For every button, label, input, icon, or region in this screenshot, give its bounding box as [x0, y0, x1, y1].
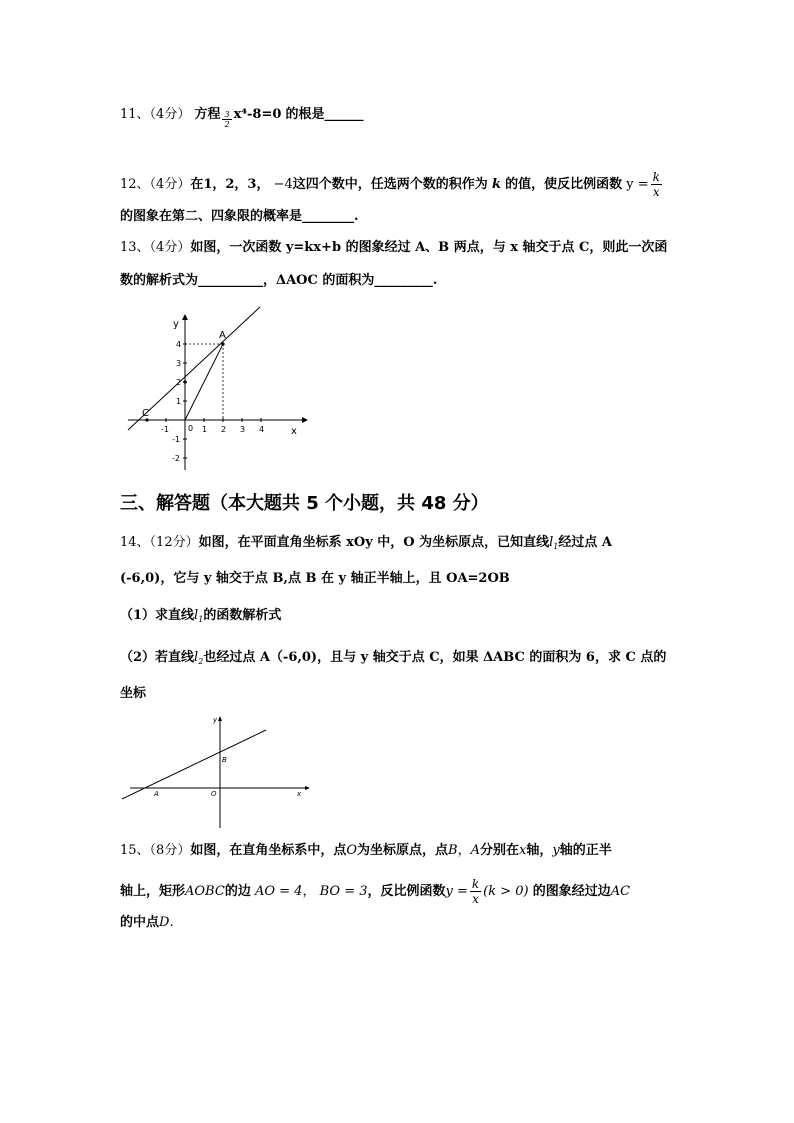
q12-score: （4分）: [149, 177, 191, 192]
fig13-segment-oa: [185, 344, 223, 420]
q15-text-1c: ，: [457, 843, 471, 858]
fig14-x-label: x: [297, 790, 302, 798]
fig13-origin: 0: [188, 424, 194, 433]
q15-D: D: [159, 915, 170, 930]
fig13-point-c: C: [142, 408, 149, 419]
q15-text-1d: 分别在: [480, 843, 520, 858]
q14-text-1: 如图，在平面直角坐标系 xOy 中，O 为坐标原点，已知直线: [198, 535, 550, 550]
q15-text-2b: 的边: [224, 884, 251, 899]
q15-A: A: [470, 843, 480, 858]
q15-score: （8分）: [149, 843, 191, 858]
section-3-heading: 三、解答题（本大题共 5 个小题，共 48 分）: [120, 493, 489, 514]
q15-AO4: AO = 4: [254, 884, 303, 899]
q12-k: k: [491, 177, 501, 192]
fig13-ytick-3: 3: [176, 359, 182, 368]
q15-x: x: [519, 843, 527, 858]
q11-score: （4分）: [149, 107, 191, 122]
q15-line-2: [120, 877, 630, 906]
q14-part-2: [120, 649, 666, 671]
q15-AC: AC: [610, 884, 631, 899]
fig13-xtick-2: 2: [221, 425, 227, 434]
q15-text-3b: .: [169, 915, 174, 930]
q15-BO3: BO = 3: [319, 884, 368, 899]
fig13-x-arrow: [302, 417, 308, 423]
fig13-xtick-1: 1: [202, 425, 208, 434]
q12-text-b: 这四个数中，任选两个数的积作为: [292, 177, 488, 192]
q15-frac-den: x: [472, 892, 479, 906]
fig13-y-label: y: [173, 319, 179, 330]
q15-condition: (k > 0): [483, 884, 529, 899]
q12-frac-num: k: [652, 170, 660, 184]
fig13-ytick-neg2: -2: [172, 454, 180, 463]
q15-line-1: [120, 842, 612, 860]
q14-part2-a: （2）若直线: [120, 650, 195, 665]
q14-part1-b: 的函数解析式: [203, 608, 282, 623]
q15-O: O: [346, 843, 358, 858]
q15-text-2e: 的图象经过边: [532, 884, 611, 899]
fig14-line-l1: [122, 730, 266, 799]
q14-number: 14、: [120, 535, 150, 550]
q11-number: 11、: [120, 107, 150, 122]
q15-text-2a: 轴上，矩形: [120, 884, 186, 899]
q15-text-1f: 轴的正半: [559, 843, 612, 858]
q12-text-c: 的值，使反比例函数: [505, 177, 623, 192]
q14-part2-l: l: [194, 650, 199, 665]
fig13-ytick-2: 2: [176, 378, 182, 387]
q11-equation: x⁴-8=0: [233, 107, 282, 122]
fig13-point-a: A: [219, 330, 226, 341]
q11-frac-top: 3: [224, 110, 230, 119]
q13-line-1: [120, 239, 667, 257]
q14-part2-sub: 2: [198, 657, 204, 666]
q15-number: 15、: [120, 843, 150, 858]
fig13-ytick-1: 1: [176, 397, 182, 406]
q15-fraction: [470, 877, 481, 906]
q15-y: y: [552, 843, 560, 858]
q13-score: （4分）: [149, 240, 191, 255]
q13-figure: [120, 305, 310, 475]
q15-AOBC: AOBC: [185, 884, 225, 899]
q14-score: （12分）: [149, 535, 199, 550]
q11-text-b: 的根是______: [285, 107, 364, 122]
q15-text-1b: 为坐标原点，点: [357, 843, 449, 858]
q14-part-1: [120, 607, 281, 629]
q15-text-1e: 轴，: [526, 843, 553, 858]
q14-text-1-end: 经过点 A: [558, 535, 613, 550]
fig13-ytick-neg1: -1: [172, 435, 180, 444]
fig13-xtick-3: 3: [240, 425, 246, 434]
fig13-y-arrow: [182, 314, 188, 320]
q15-text-2c: ，: [302, 884, 316, 899]
q14-part1-sub: 1: [198, 615, 204, 624]
q12-line-1: [120, 170, 664, 199]
q11-text-a: 方程: [194, 107, 221, 122]
q14-l: l: [549, 535, 554, 550]
q11-line: [120, 106, 364, 129]
fig14-point-a: A: [154, 790, 159, 798]
q15-text-3a: 的中点: [120, 915, 160, 930]
fig13-xtick-4: 4: [259, 425, 265, 434]
q12-text-a: 在1，2，3，: [190, 177, 270, 192]
fig14-origin: O: [211, 790, 217, 798]
q14-figure: [120, 712, 310, 832]
fig13-x-label: x: [291, 426, 297, 437]
q13-text-1: 如图，一次函数 y=kx+b 的图象经过 A、B 两点，与 x 轴交于点 C，则此一次函: [190, 240, 668, 255]
q11-frac-bot: 2: [224, 120, 230, 129]
q14-part1-l: l: [194, 608, 199, 623]
q15-text-2d: ，反比例函数: [367, 884, 446, 899]
q15-y-eq: y =: [445, 884, 468, 899]
q15-B: B: [448, 843, 458, 858]
q14-line-last: 坐标: [120, 686, 147, 701]
q11-exponent-frac: [222, 110, 231, 129]
q15-frac-num: k: [471, 877, 480, 891]
q14-part2-b: 也经过点 A（-6,0)，且与 y 轴交于点 C，如果 ΔABC 的面积为 6，求 C 点的: [203, 650, 667, 665]
q14-part1-a: （1）求直线: [120, 608, 195, 623]
q15-line-3: [120, 914, 174, 932]
fig13-xtick-neg1: -1: [161, 425, 169, 434]
fig14-point-b: B: [222, 756, 227, 764]
q14-l-sub: 1: [553, 542, 559, 551]
q12-line-2: 的图象在第二、四象限的概率是________.: [120, 209, 359, 224]
q15-text-1a: 如图，在直角坐标系中，点: [190, 843, 347, 858]
q12-number: 12、: [120, 177, 150, 192]
q12-frac-den: x: [652, 185, 660, 199]
q12-fraction: [651, 170, 662, 199]
q13-number: 13、: [120, 240, 150, 255]
q13-line-2: 数的解析式为__________，ΔAOC 的面积为_________.: [120, 273, 438, 288]
q12-neg: −4: [273, 177, 293, 192]
q14-line-2: (-6,0)，它与 y 轴交于点 B,点 B 在 y 轴正半轴上，且 OA=2OB: [120, 571, 510, 586]
q14-line-1: [120, 534, 612, 556]
q12-y-eq: y =: [626, 177, 649, 192]
fig13-ytick-4: 4: [176, 340, 182, 349]
fig14-y-label: y: [213, 716, 218, 724]
